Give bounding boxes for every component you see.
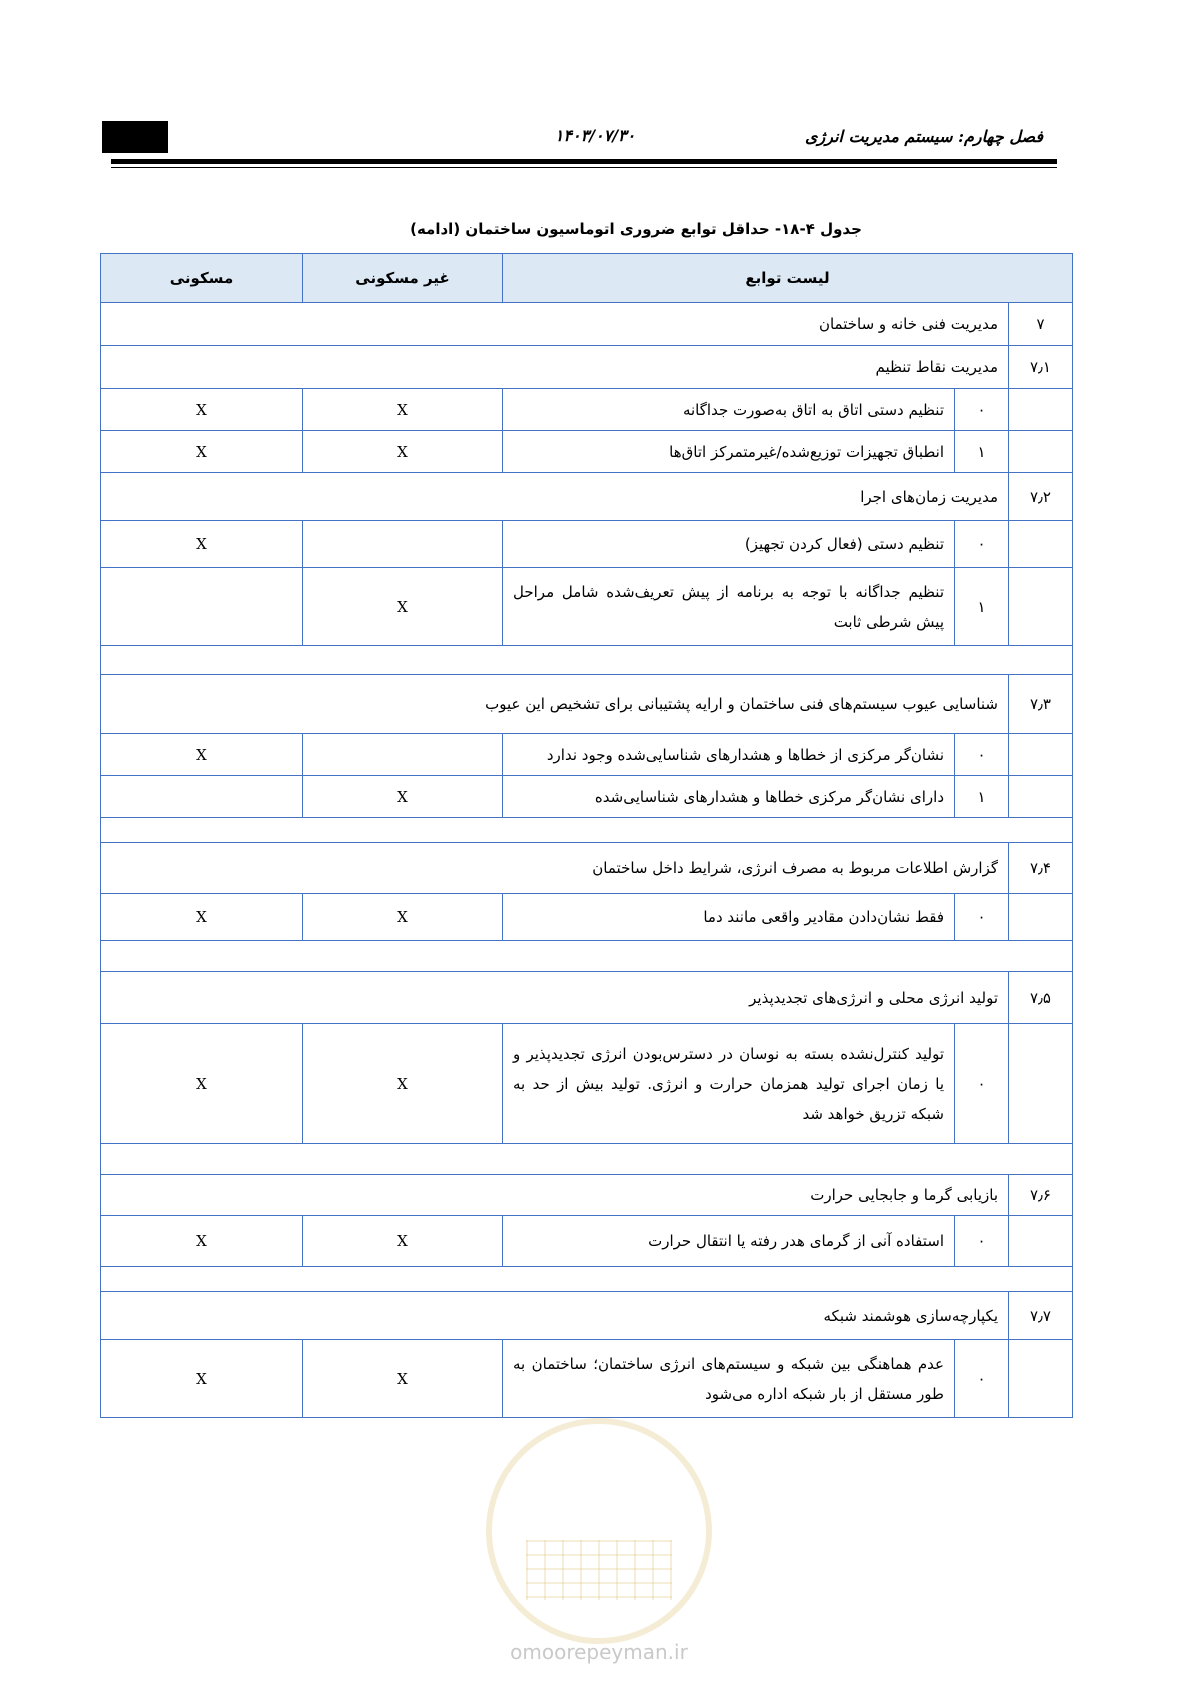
page-number-box — [102, 121, 168, 153]
level-description: تنظیم جداگانه با توجه به برنامه از پیش تعریف‌شده شامل مراحل پیش شرطی ثابت — [503, 568, 955, 646]
non-residential-mark: X — [303, 894, 503, 941]
empty-cell — [1009, 776, 1073, 818]
watermark-seal — [486, 1418, 712, 1644]
empty-cell — [1009, 568, 1073, 646]
col-header-residential: مسکونی — [101, 254, 303, 303]
empty-cell — [1009, 431, 1073, 473]
level-number: ۰ — [955, 1024, 1009, 1144]
watermark-grid — [526, 1540, 672, 1600]
header-rule-thick — [111, 159, 1057, 164]
section-number: ۷٫۳ — [1009, 675, 1073, 734]
non-residential-mark: X — [303, 1024, 503, 1144]
section-title: شناسایی عیوب سیستم‌های فنی ساختمان و ارایه پشتیبانی برای تشخیص این عیوب — [101, 675, 1009, 734]
residential-mark: X — [101, 521, 303, 568]
residential-mark: X — [101, 1340, 303, 1418]
level-number: ۰ — [955, 1216, 1009, 1267]
section-row — [101, 1175, 1073, 1216]
level-number: ۱ — [955, 431, 1009, 473]
level-description: نشان‌گر مرکزی از خطاها و هشدارهای شناسایی‌شده وجود ندارد — [503, 734, 955, 776]
non-residential-mark: X — [303, 1216, 503, 1267]
section-number: ۷٫۷ — [1009, 1292, 1073, 1340]
residential-mark: X — [101, 389, 303, 431]
section-title: مدیریت زمان‌های اجرا — [101, 473, 1009, 521]
non-residential-mark: X — [303, 431, 503, 473]
section-number: ۷٫۵ — [1009, 972, 1073, 1024]
spacer-row — [101, 941, 1073, 972]
table-row — [101, 1340, 1073, 1418]
empty-cell — [1009, 894, 1073, 941]
header-date: ۱۴۰۳/۰۷/۳۰ — [554, 126, 636, 145]
residential-mark — [101, 776, 303, 818]
table-row — [101, 568, 1073, 646]
table-row — [101, 776, 1073, 818]
residential-mark: X — [101, 1024, 303, 1144]
level-description: فقط نشان‌دادن مقادیر واقعی مانند دما — [503, 894, 955, 941]
empty-cell — [1009, 521, 1073, 568]
table-row — [101, 521, 1073, 568]
residential-mark: X — [101, 734, 303, 776]
level-description: تنظیم دستی (فعال کردن تجهیز) — [503, 521, 955, 568]
empty-cell — [1009, 1340, 1073, 1418]
section-row — [101, 346, 1073, 389]
level-description: انطباق تجهیزات توزیع‌شده/غیرمتمرکز اتاق‌ها — [503, 431, 955, 473]
table-header-row — [101, 254, 1073, 303]
table-row — [101, 389, 1073, 431]
section-row — [101, 972, 1073, 1024]
level-number: ۰ — [955, 521, 1009, 568]
level-number: ۰ — [955, 1340, 1009, 1418]
section-number: ۷٫۴ — [1009, 843, 1073, 894]
section-row — [101, 303, 1073, 346]
functions-table — [100, 253, 1073, 1418]
level-number: ۱ — [955, 568, 1009, 646]
level-description: تنظیم دستی اتاق به اتاق به‌صورت جداگانه — [503, 389, 955, 431]
section-title: بازیابی گرما و جابجایی حرارت — [101, 1175, 1009, 1216]
residential-mark: X — [101, 1216, 303, 1267]
header-rule-thin — [111, 167, 1057, 168]
section-number: ۷٫۲ — [1009, 473, 1073, 521]
section-title: گزارش اطلاعات مربوط به مصرف انرژی، شرایط داخل ساختمان — [101, 843, 1009, 894]
spacer-row — [101, 646, 1073, 675]
residential-mark: X — [101, 431, 303, 473]
level-description: دارای نشان‌گر مرکزی خطاها و هشدارهای شناسایی‌شده — [503, 776, 955, 818]
table-row — [101, 1024, 1073, 1144]
col-header-list: لیست توابع — [503, 254, 1073, 303]
non-residential-mark: X — [303, 389, 503, 431]
level-number: ۰ — [955, 894, 1009, 941]
table-row — [101, 734, 1073, 776]
section-number: ۷ — [1009, 303, 1073, 346]
table-row — [101, 894, 1073, 941]
table-row — [101, 431, 1073, 473]
spacer-row — [101, 1144, 1073, 1175]
col-header-non-residential: غیر مسکونی — [303, 254, 503, 303]
level-description: عدم هماهنگی بین شبکه و سیستم‌های انرژی ساختمان؛ ساختمان به طور مستقل از بار شبکه اداره می‌شود — [503, 1340, 955, 1418]
empty-cell — [1009, 1024, 1073, 1144]
section-row — [101, 843, 1073, 894]
empty-cell — [1009, 734, 1073, 776]
level-number: ۱ — [955, 776, 1009, 818]
non-residential-mark: X — [303, 776, 503, 818]
section-title: مدیریت فنی خانه و ساختمان — [101, 303, 1009, 346]
level-number: ۰ — [955, 389, 1009, 431]
section-title: مدیریت نقاط تنظیم — [101, 346, 1009, 389]
empty-cell — [1009, 389, 1073, 431]
non-residential-mark: X — [303, 1340, 503, 1418]
header-chapter-title: فصل چهارم: سیستم مدیریت انرژی — [805, 127, 1043, 146]
section-row — [101, 1292, 1073, 1340]
empty-cell — [1009, 1216, 1073, 1267]
section-row — [101, 675, 1073, 734]
spacer-row — [101, 1267, 1073, 1292]
watermark-text: omoorepeyman.ir — [510, 1640, 688, 1664]
section-number: ۷٫۶ — [1009, 1175, 1073, 1216]
non-residential-mark — [303, 734, 503, 776]
table-title: جدول ۴-۱۸- حداقل توابع ضروری اتوماسیون ساختمان (ادامه) — [410, 220, 862, 238]
section-title: تولید انرژی محلی و انرژی‌های تجدیدپذیر — [101, 972, 1009, 1024]
section-title: یکپارچه‌سازی هوشمند شبکه — [101, 1292, 1009, 1340]
residential-mark: X — [101, 894, 303, 941]
section-number: ۷٫۱ — [1009, 346, 1073, 389]
non-residential-mark — [303, 521, 503, 568]
spacer-row — [101, 818, 1073, 843]
non-residential-mark: X — [303, 568, 503, 646]
residential-mark — [101, 568, 303, 646]
section-row — [101, 473, 1073, 521]
level-description: تولید کنترل‌نشده بسته به نوسان در دسترس‌بودن انرژی تجدیدپذیر و یا زمان اجرای تولید همزمان حرارت و انرژی. تولید بیش از حد به شبکه تزریق خواهد شد — [503, 1024, 955, 1144]
table-row — [101, 1216, 1073, 1267]
level-description: استفاده آنی از گرمای هدر رفته یا انتقال حرارت — [503, 1216, 955, 1267]
level-number: ۰ — [955, 734, 1009, 776]
